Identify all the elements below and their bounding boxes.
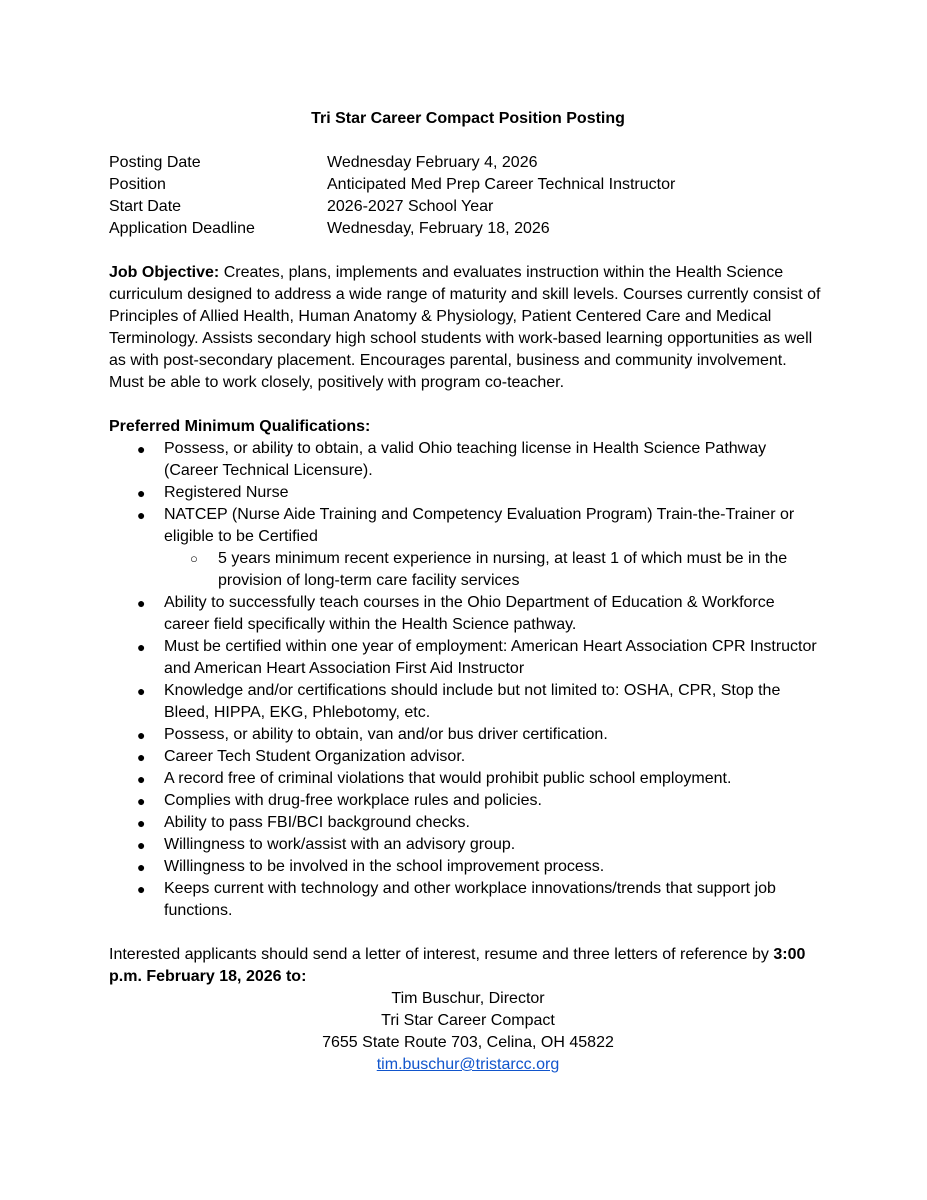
- list-item-text: Ability to pass FBI/BCI background checks.: [164, 814, 470, 831]
- list-item-text: Keeps current with technology and other workplace innovations/trends that support job functions.: [164, 880, 776, 919]
- list-item: [109, 724, 821, 746]
- list-item: [109, 834, 821, 856]
- bullet-icon: ●: [137, 639, 146, 655]
- list-item-text: Willingness to be involved in the school improvement process.: [164, 858, 605, 875]
- info-value: Wednesday, February 18, 2026: [327, 220, 550, 237]
- list-item-text: Knowledge and/or certifications should include but not limited to: OSHA, CPR, Stop the Bleed, HIPPA, EKG, Phlebotomy, etc.: [164, 682, 781, 721]
- job-objective-text: Creates, plans, implements and evaluates instruction within the Health Science curriculum designed to address a wide range of maturity and skill levels. Courses currently consist of Principles of Allied Health, Human Anatomy & Physiology, Patient Centered Care and Medical Terminology. Assists secondary high school students with work-based learning opportunities as well as with post-secondary placement. Encourages parental, business and community involvement. Must be able to work closely, positively with program co-teacher.: [109, 264, 821, 391]
- bullet-icon: ●: [137, 881, 146, 897]
- contact-name: Tim Buschur, Director: [391, 990, 545, 1007]
- sub-list: [164, 548, 821, 592]
- info-value: 2026-2027 School Year: [327, 198, 494, 215]
- info-label: Position: [109, 176, 166, 193]
- qualifications-heading: Preferred Minimum Qualifications:: [109, 418, 371, 435]
- list-item-text: Complies with drug-free workplace rules and policies.: [164, 792, 542, 809]
- info-row-posting-date: [109, 152, 821, 174]
- info-value: Anticipated Med Prep Career Technical Instructor: [327, 176, 676, 193]
- info-label: Posting Date: [109, 154, 201, 171]
- list-item: [109, 482, 821, 504]
- bullet-icon: ●: [137, 683, 146, 699]
- contact-organization: Tri Star Career Compact: [381, 1012, 555, 1029]
- bullet-icon: ●: [137, 837, 146, 853]
- list-item-text: Must be certified within one year of employment: American Heart Association CPR Instructor and American Heart Association First Aid Instructor: [164, 638, 817, 677]
- bullet-icon: ●: [137, 771, 146, 787]
- list-item: [109, 504, 821, 592]
- list-item-text: A record free of criminal violations that would prohibit public school employment.: [164, 770, 732, 787]
- bullet-icon: ●: [137, 859, 146, 875]
- list-item: [109, 438, 821, 482]
- list-item: [109, 790, 821, 812]
- info-label: Start Date: [109, 198, 182, 215]
- contact-address: 7655 State Route 703, Celina, OH 45822: [322, 1034, 614, 1051]
- list-item-text: Possess, or ability to obtain, a valid Ohio teaching license in Health Science Pathway (Career Technical Licensure).: [164, 440, 767, 479]
- list-item-text: Possess, or ability to obtain, van and/or bus driver certification.: [164, 726, 608, 743]
- bullet-icon: ●: [137, 727, 146, 743]
- list-item-text: Ability to successfully teach courses in the Ohio Department of Education & Workforce career field specifically within the Health Science pathway.: [164, 594, 775, 633]
- job-objective: [109, 262, 821, 394]
- sub-list-item: [164, 548, 821, 592]
- qualifications-list: [109, 438, 821, 922]
- posting-info-table: [109, 152, 821, 240]
- list-item: [109, 768, 821, 790]
- closing-text: Interested applicants should send a letter of interest, resume and three letters of reference by: [109, 946, 774, 963]
- list-item: [109, 812, 821, 834]
- list-item: [109, 592, 821, 636]
- info-row-application-deadline: [109, 218, 821, 240]
- sub-list-item-text: 5 years minimum recent experience in nursing, at least 1 of which must be in the provision of long-term care facility services: [218, 550, 788, 589]
- info-value: Wednesday February 4, 2026: [327, 154, 538, 171]
- list-item: [109, 746, 821, 768]
- info-label: Application Deadline: [109, 220, 255, 237]
- posting-document: [109, 108, 821, 1076]
- list-item: [109, 680, 821, 724]
- bullet-icon: ●: [137, 485, 146, 501]
- list-item: [109, 636, 821, 680]
- closing-deadline: 3:00 p.m. February 18, 2026 to:: [109, 946, 806, 985]
- list-item-text: Willingness to work/assist with an advisory group.: [164, 836, 516, 853]
- info-row-start-date: [109, 196, 821, 218]
- contact-email-link[interactable]: tim.buschur@tristarcc.org: [376, 1056, 560, 1073]
- contact-block: [109, 988, 821, 1076]
- bullet-icon: ●: [137, 507, 146, 523]
- job-objective-label: Job Objective:: [109, 264, 220, 281]
- list-item: [109, 856, 821, 878]
- list-item-text: NATCEP (Nurse Aide Training and Competency Evaluation Program) Train-the-Trainer or eligible to be Certified: [164, 506, 795, 545]
- bullet-icon: ●: [137, 815, 146, 831]
- list-item-text: Registered Nurse: [164, 484, 289, 501]
- list-item: [109, 878, 821, 922]
- closing-paragraph: [109, 944, 821, 988]
- list-item-text: Career Tech Student Organization advisor.: [164, 748, 466, 765]
- info-row-position: [109, 174, 821, 196]
- document-title: Tri Star Career Compact Position Posting: [311, 110, 625, 127]
- bullet-icon: ●: [137, 749, 146, 765]
- hollow-bullet-icon: ○: [190, 551, 198, 566]
- bullet-icon: ●: [137, 793, 146, 809]
- bullet-icon: ●: [137, 441, 146, 457]
- bullet-icon: ●: [137, 595, 146, 611]
